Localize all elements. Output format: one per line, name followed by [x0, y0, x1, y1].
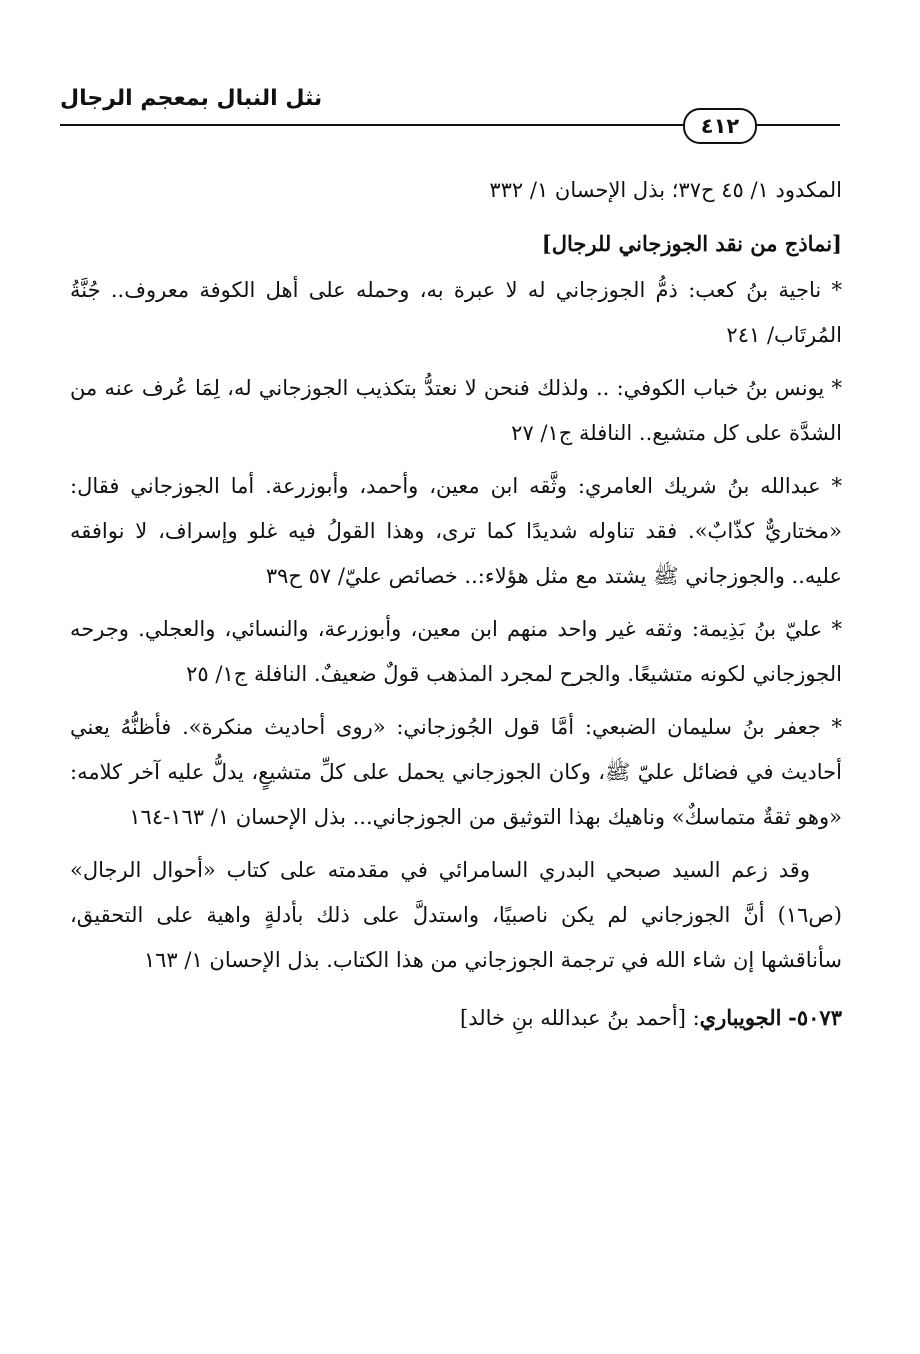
- entry-heading: [70, 995, 842, 1041]
- entry-name: الجويباري: [699, 1005, 782, 1030]
- paragraph-yunus: * يونس بنُ خباب الكوفي: .. ولذلك فنحن لا نعتدُّ بتكذيب الجوزجاني له، لِمَا عُرف عنه من الشدَّة على كل متشيع.. النافلة ج١/ ٢٧: [70, 376, 842, 445]
- paragraph-ali: * عليّ بنُ بَذِيمة: وثقه غير واحد منهم ابن معين، وأبوزرعة، والنسائي، والعجلي. وجرحه الجوزجاني لكونه متشيعًا. والجرح لمجرد المذهب قولٌ ضعيفٌ. النافلة ج١/ ٢٥: [70, 617, 842, 686]
- paragraph-najiya: * ناجية بنُ كعب: ذمُّ الجوزجاني له لا عبرة به، وحمله على أهل الكوفة معروف.. جُنَّةُ المُرتَاب/ ٢٤١: [70, 278, 842, 347]
- entry-detail: : [أحمد بنُ عبدالله بنِ خالد]: [460, 1006, 700, 1030]
- entry-number: ٥٠٧٣-: [788, 1005, 842, 1030]
- body-text: [70, 168, 842, 1049]
- paragraph-samarrai: وقد زعم السيد صبحي البدري السامرائي في مقدمته على كتاب «أحوال الرجال» (ص١٦) أنَّ الجوزجاني لم يكن ناصبيًا، واستدلَّ على ذلك بأدلةٍ واهية على التحقيق، سأناقشها إن شاء الله في ترجمة الجوزجاني من هذا الكتاب. بذل الإحسان ١/ ١٦٣: [70, 858, 842, 972]
- paragraph-abdullah: * عبدالله بنُ شريك العامري: وثَّقه ابن معين، وأحمد، وأبوزرعة. أما الجوزجاني فقال: «مختاريٌّ كذّابٌ». فقد تناوله شديدًا كما ترى، وهذا القولُ فيه غلو وإسراف، لا نوافقه عليه.. والجوزجاني ﷺ يشتد مع مثل هؤلاء:.. خصائص عليّ/ ٥٧ ح٣٩: [70, 474, 842, 588]
- page-number-badge: ٤١٢: [683, 108, 757, 144]
- section-heading: [نماذج من نقد الجوزجاني للرجال]: [541, 231, 842, 256]
- source-line: المكدود ١/ ٤٥ ح٣٧؛ بذل الإحسان ١/ ٣٣٢: [489, 178, 842, 202]
- paragraph-jafar: * جعفر بنُ سليمان الضبعي: أمَّا قول الجُوزجاني: «روى أحاديث منكرة». فأظنُّهُ يعني أحاديث في فضائل عليّ ﷺ، وكان الجوزجاني يحمل على كلِّ متشيعٍ، يدلُّ عليه آخر كلامه: «وهو ثقةٌ متماسكٌ» وناهيك بهذا التوثيق من الجوزجاني... بذل الإحسان ١/ ١٦٣-١٦٤: [70, 715, 842, 829]
- running-header-title: نثل النبال بمعجم الرجال: [60, 86, 323, 111]
